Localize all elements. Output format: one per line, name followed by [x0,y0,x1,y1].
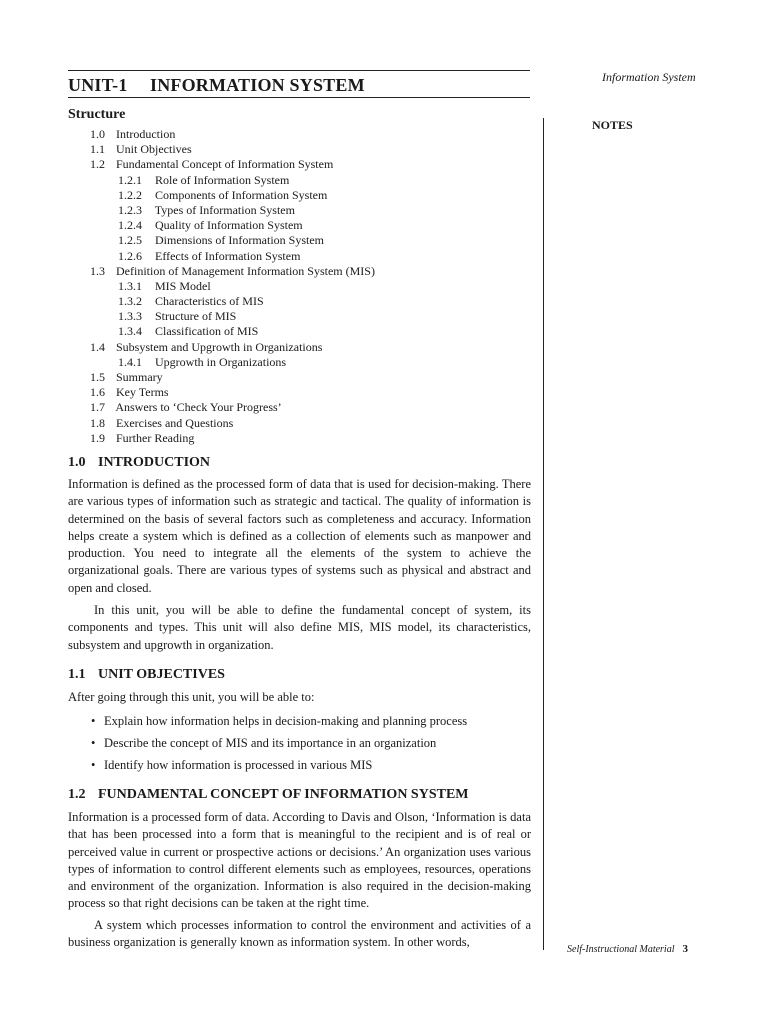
toc-subitem [90,173,375,188]
toc-item [90,142,375,157]
list-item [91,755,467,777]
toc-item-number: 1.4.1 [118,354,142,369]
toc-item-number: 1.0 [90,127,105,141]
margin-divider [543,118,544,950]
objective-text: Describe the concept of MIS and its importance in an organization [104,736,437,750]
toc-subitem [90,188,375,203]
section-title: INTRODUCTION [98,455,211,470]
toc-item-number: 1.2.4 [118,218,142,233]
section-title: FUNDAMENTAL CONCEPT OF INFORMATION SYSTEM [98,787,469,802]
objective-text: Explain how information helps in decision-making and planning process [104,714,468,728]
bullet-icon: • [91,758,96,772]
toc-item-text: Upgrowth in Organizations [155,354,287,369]
toc-item-text: Fundamental Concept of Information System [116,157,334,172]
concept-paragraph-2: A system which processes information to control the environment and activities of a business organization is generally known as information system. In other words, [68,918,531,950]
toc-item-number: 1.3.1 [118,278,142,293]
toc-item-text: Role of Information System [155,172,290,187]
toc-subitem [90,279,375,294]
toc-item-number: 1.2.3 [118,202,142,217]
running-head: Information System [602,70,696,84]
toc-item [90,370,375,385]
section-number: 1.1 [68,667,86,682]
toc-subitem [90,203,375,218]
list-item [91,711,467,733]
toc-item-number: 1.2.6 [118,248,142,263]
toc-item-text: Introduction [116,127,176,141]
toc-item-text: Effects of Information System [155,248,301,263]
toc-item-number: 1.8 [90,415,105,430]
toc-item-text: Summary [116,370,163,384]
toc-item-number: 1.1 [90,142,105,157]
toc-subitem [90,249,375,264]
toc-item [90,416,375,431]
toc-subitem [90,294,375,309]
toc-item-number: 1.7 [90,400,105,415]
toc-item-number: 1.3.4 [118,324,142,339]
section-heading-objectives [68,667,225,683]
toc-item-text: Definition of Management Information System (MIS) [116,263,375,278]
section-number: 1.2 [68,787,86,802]
structure-heading: Structure [68,107,126,122]
unit-label: UNIT-1 [68,75,128,95]
toc-item-number: 1.9 [90,430,105,445]
toc-item-number: 1.2.2 [118,187,142,202]
table-of-contents [90,127,375,446]
toc-item-text: Exercises and Questions [116,415,234,430]
objectives-lead: After going through this unit, you will be able to: [68,690,315,704]
bullet-icon: • [91,736,96,750]
concept-paragraph-1: Information is a processed form of data. According to Davis and Olson, ‘Information is data that has been processed into a form that is meaningful to the recipient and is of real or perceived value in current or prospective actions or decisions.’ An organization uses various types of information to control different elements such as employees, resources, operations and environment of the organization. Information is also required in the decision-making process so that right decisions can be taken at the right time. [68,810,531,911]
toc-item-text: Answers to ‘Check Your Progress’ [115,400,282,415]
toc-item-text: Components of Information System [155,187,328,202]
toc-item-number: 1.3.3 [118,309,142,324]
toc-subitem [90,233,375,248]
toc-item-text: Subsystem and Upgrowth in Organizations [116,339,323,354]
intro-paragraph-1: Information is defined as the processed form of data that is used for decision-making. There are various types of information such as strategic and tactical. The quality of information is determined on the basis of several factors such as completeness and accuracy. Information helps create a system which is defined as a collection of elements such as manpower and production. You need to integrate all the elements of the system to achieve the organizational goals. There are various types of systems such as physical and abstract and open and closed. [68,477,531,595]
toc-item-text: Types of Information System [154,202,295,217]
toc-item-number: 1.6 [90,385,105,400]
toc-subitem [90,309,375,324]
toc-item-number: 1.3 [90,263,105,278]
toc-item-number: 1.5 [90,370,105,384]
toc-item-text: Classification of MIS [155,324,259,339]
toc-item-text: Quality of Information System [155,218,303,233]
page-number: 3 [682,943,688,955]
toc-item [90,385,375,400]
toc-item-text: Characteristics of MIS [155,294,264,309]
toc-item [90,431,375,446]
toc-item-text: Unit Objectives [116,142,192,157]
toc-item [90,264,375,279]
footer-label: Self-Instructional Material [567,944,675,955]
notes-label: NOTES [592,118,633,132]
toc-item [90,157,375,172]
intro-paragraph-2: In this unit, you will be able to define the fundamental concept of system, its components and types. This unit will also define MIS, MIS model, its characteristics, subsystem and upgrowth in organization. [68,603,531,652]
toc-subitem [90,355,375,370]
bullet-icon: • [91,714,96,728]
toc-item-number: 1.3.2 [118,294,142,309]
unit-title-bar [68,70,530,98]
objective-text: Identify how information is processed in various MIS [104,758,373,772]
section-heading-fundamental-concept [68,787,469,803]
toc-item-text: Dimensions of Information System [155,233,324,248]
toc-item-text: MIS Model [155,278,211,293]
objectives-list [91,711,467,777]
unit-title: INFORMATION SYSTEM [150,75,365,95]
toc-item [90,340,375,355]
toc-item-number: 1.2.1 [118,172,142,187]
toc-item [90,400,375,415]
toc-item [90,127,375,142]
toc-item-number: 1.2 [90,157,105,172]
toc-item-text: Structure of MIS [155,309,237,324]
toc-item-number: 1.2.5 [118,233,142,248]
toc-subitem [90,324,375,339]
toc-item-text: Key Terms [116,385,169,400]
toc-item-text: Further Reading [116,430,195,445]
section-heading-introduction [68,455,210,471]
page-footer [567,943,688,955]
toc-subitem [90,218,375,233]
list-item [91,733,467,755]
section-number: 1.0 [68,455,86,470]
toc-item-number: 1.4 [90,339,105,354]
section-title: UNIT OBJECTIVES [98,667,225,682]
